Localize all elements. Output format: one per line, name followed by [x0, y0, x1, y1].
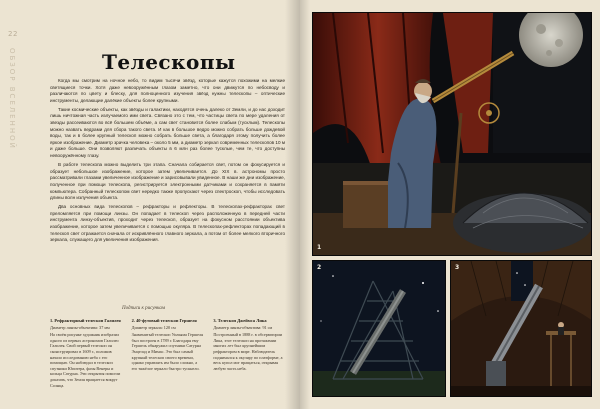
lick-illustration	[451, 261, 592, 397]
paragraph: Такие космические объекты, как звёзды и галактики, находятся очень далеко от Земли, и до нас доходит лишь ничтожная часть излучаемого ими света. Связано это с тем, что частицы света по мере удаления от звезды рассеиваются во всё большем объёме, а сам свет становится более слабым (тусклым). Телескопы можно назвать ведрами для сбора такого света. И как в большое ведро можно собрать больше дождевой воды, так и в более крупный телескоп можно собрать больше света, а благодаря этому получить более яркое изображение. Диаметр зрачка человека – около 5 мм, а диаметр зеркал современных телескопов 10 м и даже больше. Они позволяют различать объекты в 6 млн раз более тусклые, чем те, что доступны невооружённому глазу.	[50, 106, 285, 159]
galileo-illustration	[313, 13, 592, 256]
caption-1	[50, 318, 122, 398]
page-number: 22	[8, 30, 18, 38]
caption-meta: Диаметр линзы-объектива: 91 см	[213, 324, 273, 330]
section-running-title: ОБЗОР ВСЕЛЕННОЙ	[8, 48, 16, 150]
caption-meta: Диаметр линзы-объектива: 37 мм	[50, 324, 110, 330]
plate-lick	[450, 260, 592, 397]
caption-title: 2. 40-футовый телескоп Гершеля	[131, 318, 197, 323]
caption-meta: Диаметр зеркала: 120 см	[131, 324, 176, 330]
caption-3	[213, 318, 285, 398]
caption-text: Построенный в 1888 г. в обсерватории Лика, этот телескоп на протяжении многих лет был крупнейшим рефрактором в мире. Наблюдатель поднимался к окуляру по платформе, а весь купол мог вращаться, открывая любую часть неба.	[213, 332, 283, 371]
plate-number: 2	[317, 264, 322, 271]
herschel-illustration	[313, 261, 446, 397]
paragraph: В работе телескопа можно выделить три этапа. Сначала собирается свет, потом он фокусируется и образует небольшое изображение, которое затем увеличивается. До XIX в. астрономы просто рассматривали глазами увеличенное изображение и зарисовывали увиденное. В наши же дни изображение, полученное при помощи телескопа, регистрируется электронными датчиками и сохраняется в памяти компьютера. Собранный телескопом свет нередко также пропускают через спектроскоп, чтобы исследовать длины волн излучения объекта.	[50, 162, 285, 201]
caption-text: На своём рисунке художник изобразил одного из первых астрономов Галилео Галилея. Свой первый телескоп он сконструировал в 1609 г., положив начало исследованию неба с его помощью. Он наблюдал в телескоп спутники Юпитера, фазы Венеры и кольца Сатурна. Эти открытия помогли доказать, что Земля вращается вокруг Солнца.	[50, 332, 121, 388]
caption-title: 3. Телескоп Джеймса Лика	[213, 318, 267, 323]
plate-galileo	[312, 12, 592, 256]
caption-2	[132, 318, 204, 398]
paragraph: Когда мы смотрим на ночное небо, то видим тысячи звёзд, которые кажутся похожими на мелкие светящиеся точки. Хотя даже невооружённым глазом заметно, что они движутся по небосводу и различаются по цвету и блеску, для полноценного изучения звёзд нужны телескопы – оптические инструменты, делающие далёкие объекты более крупными.	[50, 78, 285, 103]
body-text	[50, 78, 285, 246]
right-page	[300, 0, 600, 409]
captions-header: Подписи к рисункам	[122, 306, 165, 311]
plate-number: 1	[317, 244, 322, 251]
caption-text: Знаменитый телескоп Уильяма Гершеля был построен в 1789 г. Благодаря ему Гершель обнаружил спутники Сатурна Энцелад и Мимас. Это был самый крупный телескоп своего времени, однако управлять им было сложно, а его тяжёлое зеркало быстро тускнело.	[131, 332, 204, 371]
plate-herschel	[312, 260, 446, 397]
gutter-shadow	[285, 0, 300, 409]
paragraph: Два основных вида телескопов – рефракторы и рефлекторы. В телескопах-рефракторах свет преломляется при помощи линзы. Он попадает в телескоп через расположенную в передней части инструмента линзу-объектив, проходит через телескоп, образует на фокусном расстоянии объектива изображение, которое затем увеличивается с помощью окуляра. В телескопах-рефлекторах попадающий в телескоп свет отражается сначала от искривлённого главного зеркала, а потом от более мелкого вторичного зеркала, служащего для увеличения изображения.	[50, 204, 285, 243]
captions	[50, 318, 285, 398]
page-heading: Телескопы	[102, 50, 236, 74]
gutter-shadow	[300, 0, 310, 409]
caption-title: 1. Рефракторный телескоп Галилея	[50, 318, 121, 323]
plate-number: 3	[455, 264, 460, 271]
